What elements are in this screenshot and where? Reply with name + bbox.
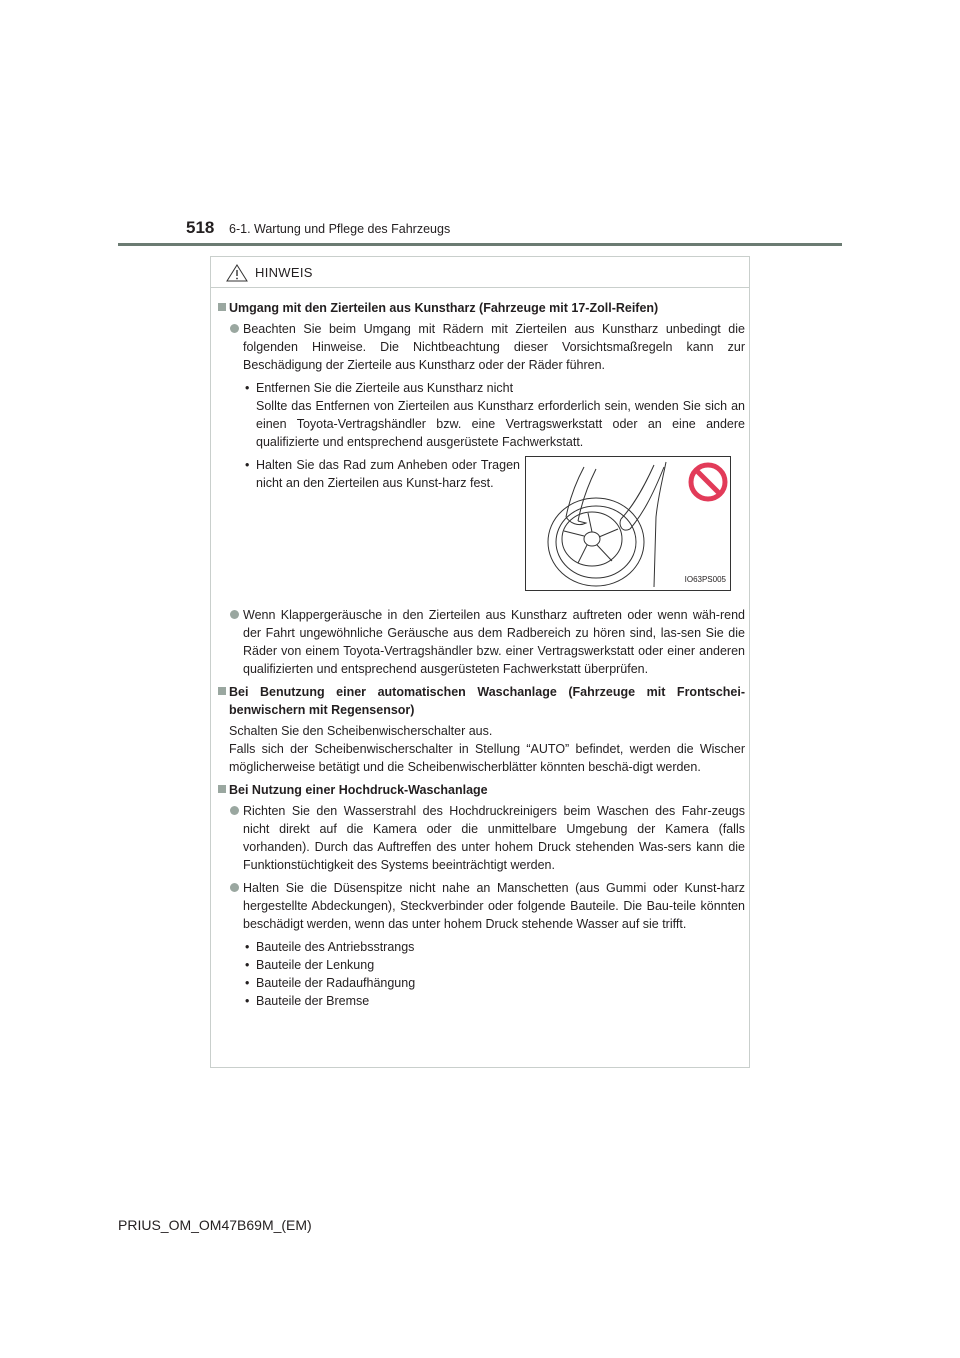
warning-triangle-icon bbox=[226, 264, 248, 282]
notice-content bbox=[217, 299, 745, 1010]
dash-do-not-remove-line2: Sollte das Entfernen von Zierteilen aus Kunstharz erforderlich sein, wenden Sie sich an einen Toyota-Vertragshändler bzw. eine Vertragswerkstatt oder an eine andere qualifizierte und entsprechend ausgerüstete Fachwerkstatt. bbox=[256, 399, 745, 449]
list-item: • Bauteile der Bremse bbox=[217, 992, 745, 1010]
figure-label: IO63PS005 bbox=[684, 575, 726, 584]
bullet-nozzle: Halten Sie die Düsenspitze nicht nahe an Manschetten (aus Gummi oder Kunst-harz hergestellte Abdeckungen), Steckverbinder oder folgende Bauteile. Die Bau-teile könnten beschädigt werden, wenn das unter hohem Druck stehende Wasser auf sie trifft. bbox=[217, 879, 745, 933]
paragraph-car-wash-line1: Schalten Sie den Scheibenwischerschalter aus. bbox=[229, 724, 493, 738]
section-heading-high-pressure: Bei Nutzung einer Hochdruck-Waschanlage bbox=[217, 781, 745, 799]
notice-header bbox=[211, 257, 749, 288]
page-number: 518 bbox=[186, 218, 215, 237]
dash-do-not-remove bbox=[217, 379, 745, 451]
header-rule bbox=[118, 243, 842, 246]
bullet-camera: Richten Sie den Wasserstrahl des Hochdruckreinigers beim Waschen des Fahr-zeugs nicht direkt auf die Kamera oder die unmittelbare Umgebung der Kamera (falls vorhanden). Durch das Auftreffen des unter hohem Druck stehenden Was-sers kann die Funktionstüchtigkeit des Systems beeinträchtigt werden. bbox=[217, 802, 745, 874]
bullet-handling-wheels: Beachten Sie beim Umgang mit Rädern mit Zierteilen aus Kunstharz unbedingt die folgenden Hinweise. Die Nichtbeachtung dieser Vorsichtsmaßregeln kann zur Beschädigung der Zierteile aus Kunstharz oder der Räder führen. bbox=[217, 320, 745, 374]
dash-do-not-hold: • Halten Sie das Rad zum Anheben oder Tragen nicht an den Zierteilen aus Kunst-harz fest. bbox=[217, 456, 520, 492]
notice-box bbox=[210, 256, 750, 1068]
paragraph-car-wash-line2: Falls sich der Scheibenwischerschalter in Stellung “AUTO” befindet, werden die Wischer möglicherweise betätigt und die Scheibenwischerblätter könnten beschä-digt werden. bbox=[229, 742, 745, 774]
document-code: PRIUS_OM_OM47B69M_(EM) bbox=[118, 1217, 312, 1233]
list-item: • Bauteile der Radaufhängung bbox=[217, 974, 745, 992]
list-item: • Bauteile des Antriebsstrangs bbox=[217, 938, 745, 956]
image-row bbox=[217, 456, 745, 602]
bullet-rattling-noise: Wenn Klappergeräusche in den Zierteilen aus Kunstharz auftreten oder wenn wäh-rend der Fahrt ungewöhnliche Geräusche aus dem Radbereich zu hören sind, las-sen Sie die Räder von einem Toyota-Vertragshändler bzw. einer Vertragswerkstatt oder einer anderen qualifizierten und entsprechend ausgerüsteten Fachwerkstatt überprüfen. bbox=[217, 606, 745, 678]
section-title: 6-1. Wartung und Pflege des Fahrzeugs bbox=[229, 222, 451, 236]
section-heading-car-wash: Bei Benutzung einer automatischen Waschanlage (Fahrzeuge mit Frontschei-benwischern mit Regensensor) bbox=[217, 683, 745, 719]
notice-title: HINWEIS bbox=[255, 265, 313, 280]
paragraph-car-wash bbox=[217, 722, 745, 776]
wheel-illustration bbox=[525, 456, 731, 591]
section-heading-resin-parts: Umgang mit den Zierteilen aus Kunstharz (Fahrzeuge mit 17-Zoll-Reifen) bbox=[217, 299, 745, 317]
dash-do-not-remove-line1: • Entfernen Sie die Zierteile aus Kunstharz nicht bbox=[256, 381, 514, 395]
list-item: • Bauteile der Lenkung bbox=[217, 956, 745, 974]
